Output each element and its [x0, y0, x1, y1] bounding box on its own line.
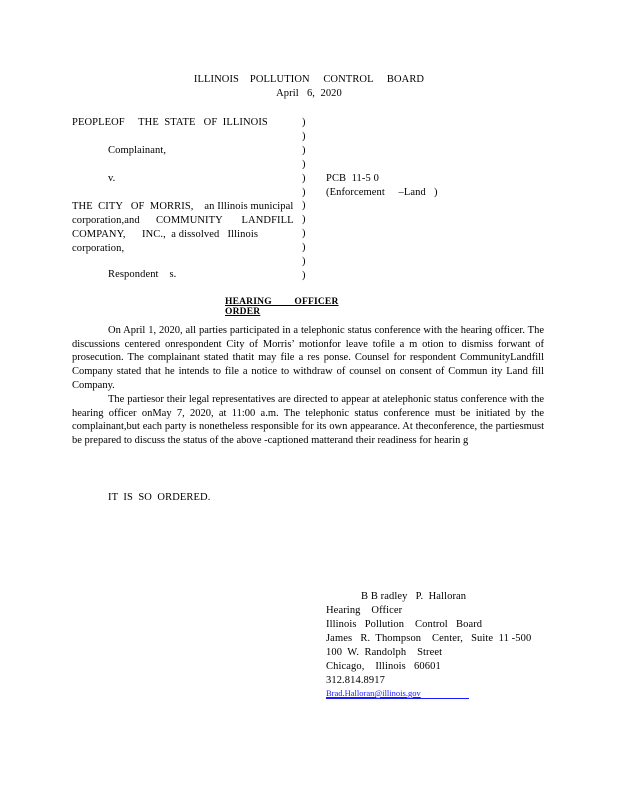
closing-statement: IT IS SO ORDERED. — [108, 492, 211, 503]
paren: ) — [302, 158, 306, 170]
paren: ) — [302, 144, 306, 156]
order-date: April 6, 2020 — [276, 88, 342, 99]
paren: ) — [302, 214, 306, 226]
paren: ) — [302, 200, 306, 212]
paragraph-status: On April 1, 2020, all parties participated in a telephonic status conference with the hearing officer. The discussions centered onrespondent City of Morris’ motionfor leave tofile a m otion to dismiss forwant of prosecution. The complainant stated thatit may file a res ponse. Counsel for respondent CommunityLandfill Company stated that he intends to file a notice to withdraw of counsel on consent of Commun ity Land fill Company. — [72, 325, 544, 391]
defendant-line-1: THE CITY OF MORRIS, an Illinois municipal — [72, 201, 294, 212]
phone-number: 312.814.8917 — [326, 675, 385, 686]
signer-agency: Illinois Pollution Control Board — [326, 619, 483, 630]
paren: ) — [302, 242, 306, 254]
versus-label: v. — [108, 173, 116, 184]
plaintiff-role: Complainant, — [108, 145, 167, 156]
email-link[interactable]: Brad.Halloran@illinois.gov — [326, 688, 469, 699]
plaintiff-name: PEOPLEOF THE STATE OF ILLINOIS — [72, 117, 268, 128]
case-number: PCB 11-5 0 — [326, 173, 379, 184]
paren: ) — [302, 130, 306, 142]
paren: ) — [302, 117, 306, 128]
paren: ) — [302, 186, 306, 198]
paren: ) — [302, 172, 306, 184]
caption-parentheses — [302, 116, 306, 283]
paragraph-next-conference: The partiesor their legal representatives are directed to appear at atelephonic status conference with the hearing officer onMay 7, 2020, at 11:00 a.m. The telephonic status conference must be initiated by the complainant,but each party is nonetheless responsible for its own appearance. At theconference, the partiesmust be prepared to discuss the status of the above -captioned matterand their readiness for hearin g — [72, 394, 544, 447]
agency-heading: ILLINOIS POLLUTION CONTROL BOARD — [193, 74, 425, 85]
paren: ) — [302, 228, 306, 240]
defendant-role: Respondent s. — [108, 269, 177, 280]
address-city: Chicago, Illinois 60601 — [326, 661, 441, 672]
paren: ) — [302, 256, 306, 268]
signer-name: B B radley P. Halloran — [361, 591, 467, 602]
address-line-1: James R. Thompson Center, Suite 11 -500 — [326, 633, 532, 644]
defendant-line-4: corporation, — [72, 243, 125, 254]
address-line-2: 100 W. Randolph Street — [326, 647, 443, 658]
order-title: HEARING OFFICER ORDER — [225, 297, 339, 317]
case-type: (Enforcement –Land ) — [326, 187, 438, 198]
defendant-line-2: corporation,and COMMUNITY LANDFILL — [72, 215, 294, 226]
signer-title: Hearing Officer — [326, 605, 403, 616]
paren: ) — [302, 269, 306, 281]
defendant-line-3: COMPANY, INC., a dissolved Illinois — [72, 229, 259, 240]
